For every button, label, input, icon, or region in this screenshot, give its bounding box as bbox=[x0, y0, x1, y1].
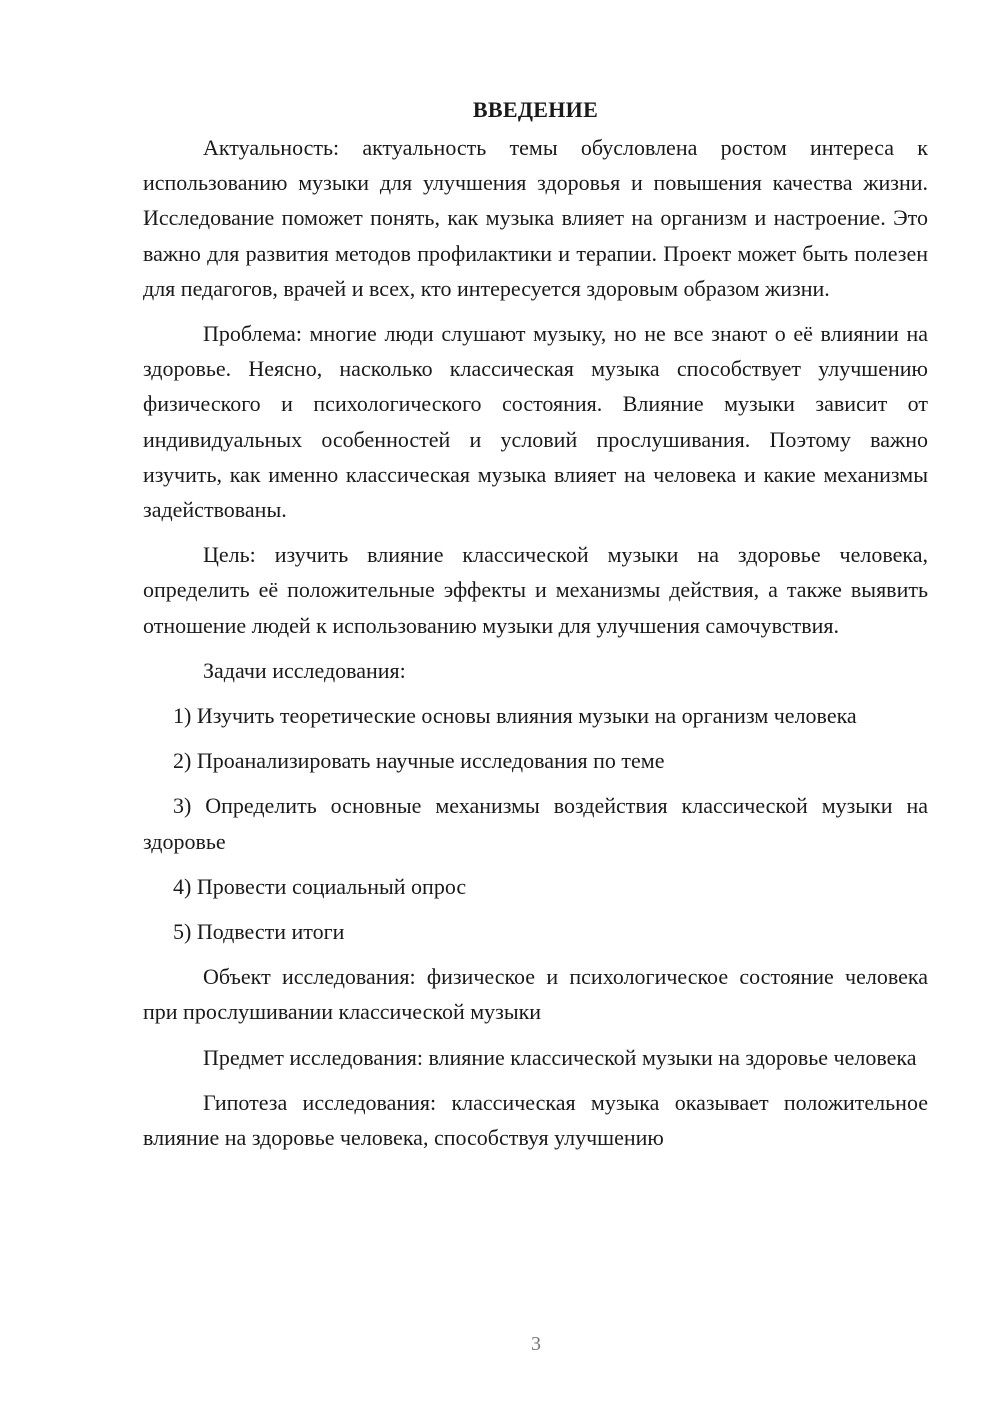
section-title: ВВЕДЕНИЕ bbox=[472, 97, 599, 122]
task-item: 4) Провести социальный опрос bbox=[173, 873, 467, 899]
task-item: 5) Подвести итоги bbox=[173, 919, 345, 945]
document-page bbox=[143, 95, 928, 1155]
hypothesis-paragraph: Гипотеза исследования: классическая музыка оказывает положительное влияние на здоровье человека, способствуя улучшению bbox=[143, 1089, 928, 1151]
subject-paragraph: Предмет исследования: влияние классической музыки на здоровье человека bbox=[203, 1044, 917, 1070]
problem-paragraph: Проблема: многие люди слушают музыку, но не все знают о её влиянии на здоровье. Неясно, насколько классическая музыка способствует улучшению физического и психологического состояния. Влияние музыки зависит от индивидуальных особенностей и условий прослушивания. Поэтому важно изучить, как именно классическая музыка влияет на человека и какие механизмы задействованы. bbox=[143, 321, 928, 523]
relevance-paragraph: Актуальность: актуальность темы обусловлена ростом интереса к использованию музыки для улучшения здоровья и повышения качества жизни. Исследование поможет понять, как музыка влияет на организм и настроение. Это важно для развития методов профилактики и терапии. Проект может быть полезен для педагогов, врачей и всех, кто интересуется здоровым образом жизни. bbox=[143, 135, 928, 301]
task-item: 3) Определить основные механизмы воздействия классической музыки на здоровье bbox=[143, 793, 928, 854]
task-item: 2) Проанализировать научные исследования по теме bbox=[173, 748, 665, 774]
task-item: 1) Изучить теоретические основы влияния музыки на организм человека bbox=[173, 703, 857, 729]
tasks-heading: Задачи исследования: bbox=[203, 657, 406, 683]
page-number: 3 bbox=[531, 1333, 541, 1355]
goal-paragraph: Цель: изучить влияние классической музыки на здоровье человека, определить её положительные эффекты и механизмы действия, а также выявить отношение людей к использованию музыки для улучшения самочувствия. bbox=[143, 542, 928, 638]
object-paragraph: Объект исследования: физическое и психологическое состояние человека при прослушивании классической музыки bbox=[143, 964, 928, 1025]
